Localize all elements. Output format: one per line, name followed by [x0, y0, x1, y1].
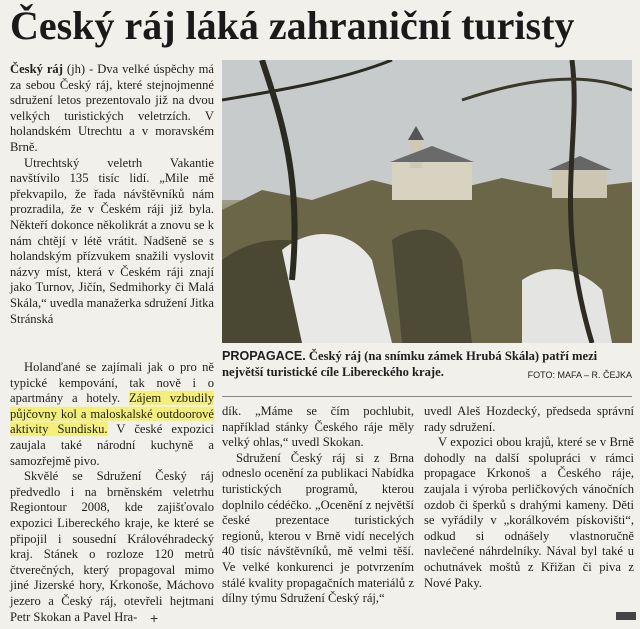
- registration-mark: +: [150, 610, 159, 626]
- page-edge-mark: [616, 612, 636, 620]
- paragraph-brno: Skvělé se Sdružení Český ráj předvedlo i na brněnském veletrhu Regiontour 2008, kde zajišťovalo expozici Libereckého kraje, ke které se připojil i sousední Královéhradecký kraj. Stánek o rozloze 120 metrů čtverečných, který propagoval mimo jiné Jizerské hory, Krkonoše, Máchovo jezero a Český ráj, otevřeli hejtmani Petr Skokan a Pavel Hra-: [10, 469, 214, 624]
- article-column-1-lower: [10, 360, 214, 625]
- caption-label: PROPAGACE.: [222, 349, 306, 363]
- paragraph-dutch: [10, 360, 214, 469]
- text-part: V české expozici zaujala také národní kuchyně a samozřejmě pivo.: [10, 422, 214, 468]
- caption-text: Český ráj (na snímku zámek Hrubá Skála) patří mezi největší turistické cíle Libereckého kraje.: [222, 349, 598, 379]
- text-part: Holanďané se zajímali jak o pro ně typické kempování, tak nově i o apartmány a hotely.: [10, 360, 214, 406]
- highlighted-text: Zájem vzbudily půjčovny kol a maloskalské outdoorové aktivity Sundisku.: [10, 391, 214, 437]
- paragraph-utrecht: Utrechtský veletrh Vakantie navštívilo 135 tisíc lidí. „Mile mě překvapilo, že řada návštěvníků nám prozradila, že v Českém ráji již byla. Někteří dokonce několikrát a znovu se k nám chtějí v létě vrátit. Nadšeně se s holandským přízvukem snažili vyslovit názvy míst, která v Českém ráji znají jako Turnov, Jičín, Sedmihorky či Malá Skála,“ uvedla manažerka sdružení Jitka Stránská: [10, 155, 214, 326]
- headline: Český ráj láká zahraniční turisty: [10, 3, 575, 48]
- divider: [222, 396, 632, 397]
- photo-illustration: [222, 60, 632, 343]
- intro-text: (jh) - Dva velké úspěchy má za sebou Český ráj, které stejnojmenné sdružení letos prezentovalo již na dvou velkých turistických veletrzích. V holandském Utrechtu a v moravském Brně.: [10, 62, 214, 154]
- castle-photo: [222, 60, 632, 343]
- paragraph-expo: V expozici obou krajů, které se v Brně dohodly na další spolupráci v rámci propagace Krkonoš a Českého ráje, zaujala i výroba perličkových vánočních ozdob či šperků s drahými kameny. Děti se vyřádily v „korálkovém pískovišti“, odkud si odnášely vlastnoručně navlečené náhrdelníky. Nával byl také u ochutnávek moštů z Křižan či piva z Nové Paky.: [424, 435, 634, 590]
- paragraph-award: Sdružení Český ráj si z Brna odneslo ocenění za publikaci Nabídka turistických programů, kterou doplnilo cédéčko. „Ocenění z největší české prezentace turistických regionů, kterou v Brně vidí necelých 40 tisíc návštěvníků, mě velmi těší. Ve velké konkurenci je potvrzením stálé kvality propagačních materiálů z dílny týmu Sdružení Český ráj,“: [222, 450, 414, 606]
- paragraph-quote: dík. „Máme se čím pochlubit, například stánky Českého ráje měly velký ohlas,“ uvedl Skokan.: [222, 404, 414, 450]
- lead-word: Český ráj: [10, 62, 63, 76]
- photo-credit: FOTO: MAFA – R. ČEJKA: [527, 370, 632, 380]
- article-column-1: [10, 62, 214, 327]
- article-column-3: [424, 404, 634, 591]
- photo-caption: [222, 348, 632, 383]
- paragraph-intro: [10, 62, 214, 156]
- paragraph-hozdecky: uvedl Aleš Hozdecký, předseda správní rady sdružení.: [424, 404, 634, 434]
- article-column-2: [222, 404, 414, 607]
